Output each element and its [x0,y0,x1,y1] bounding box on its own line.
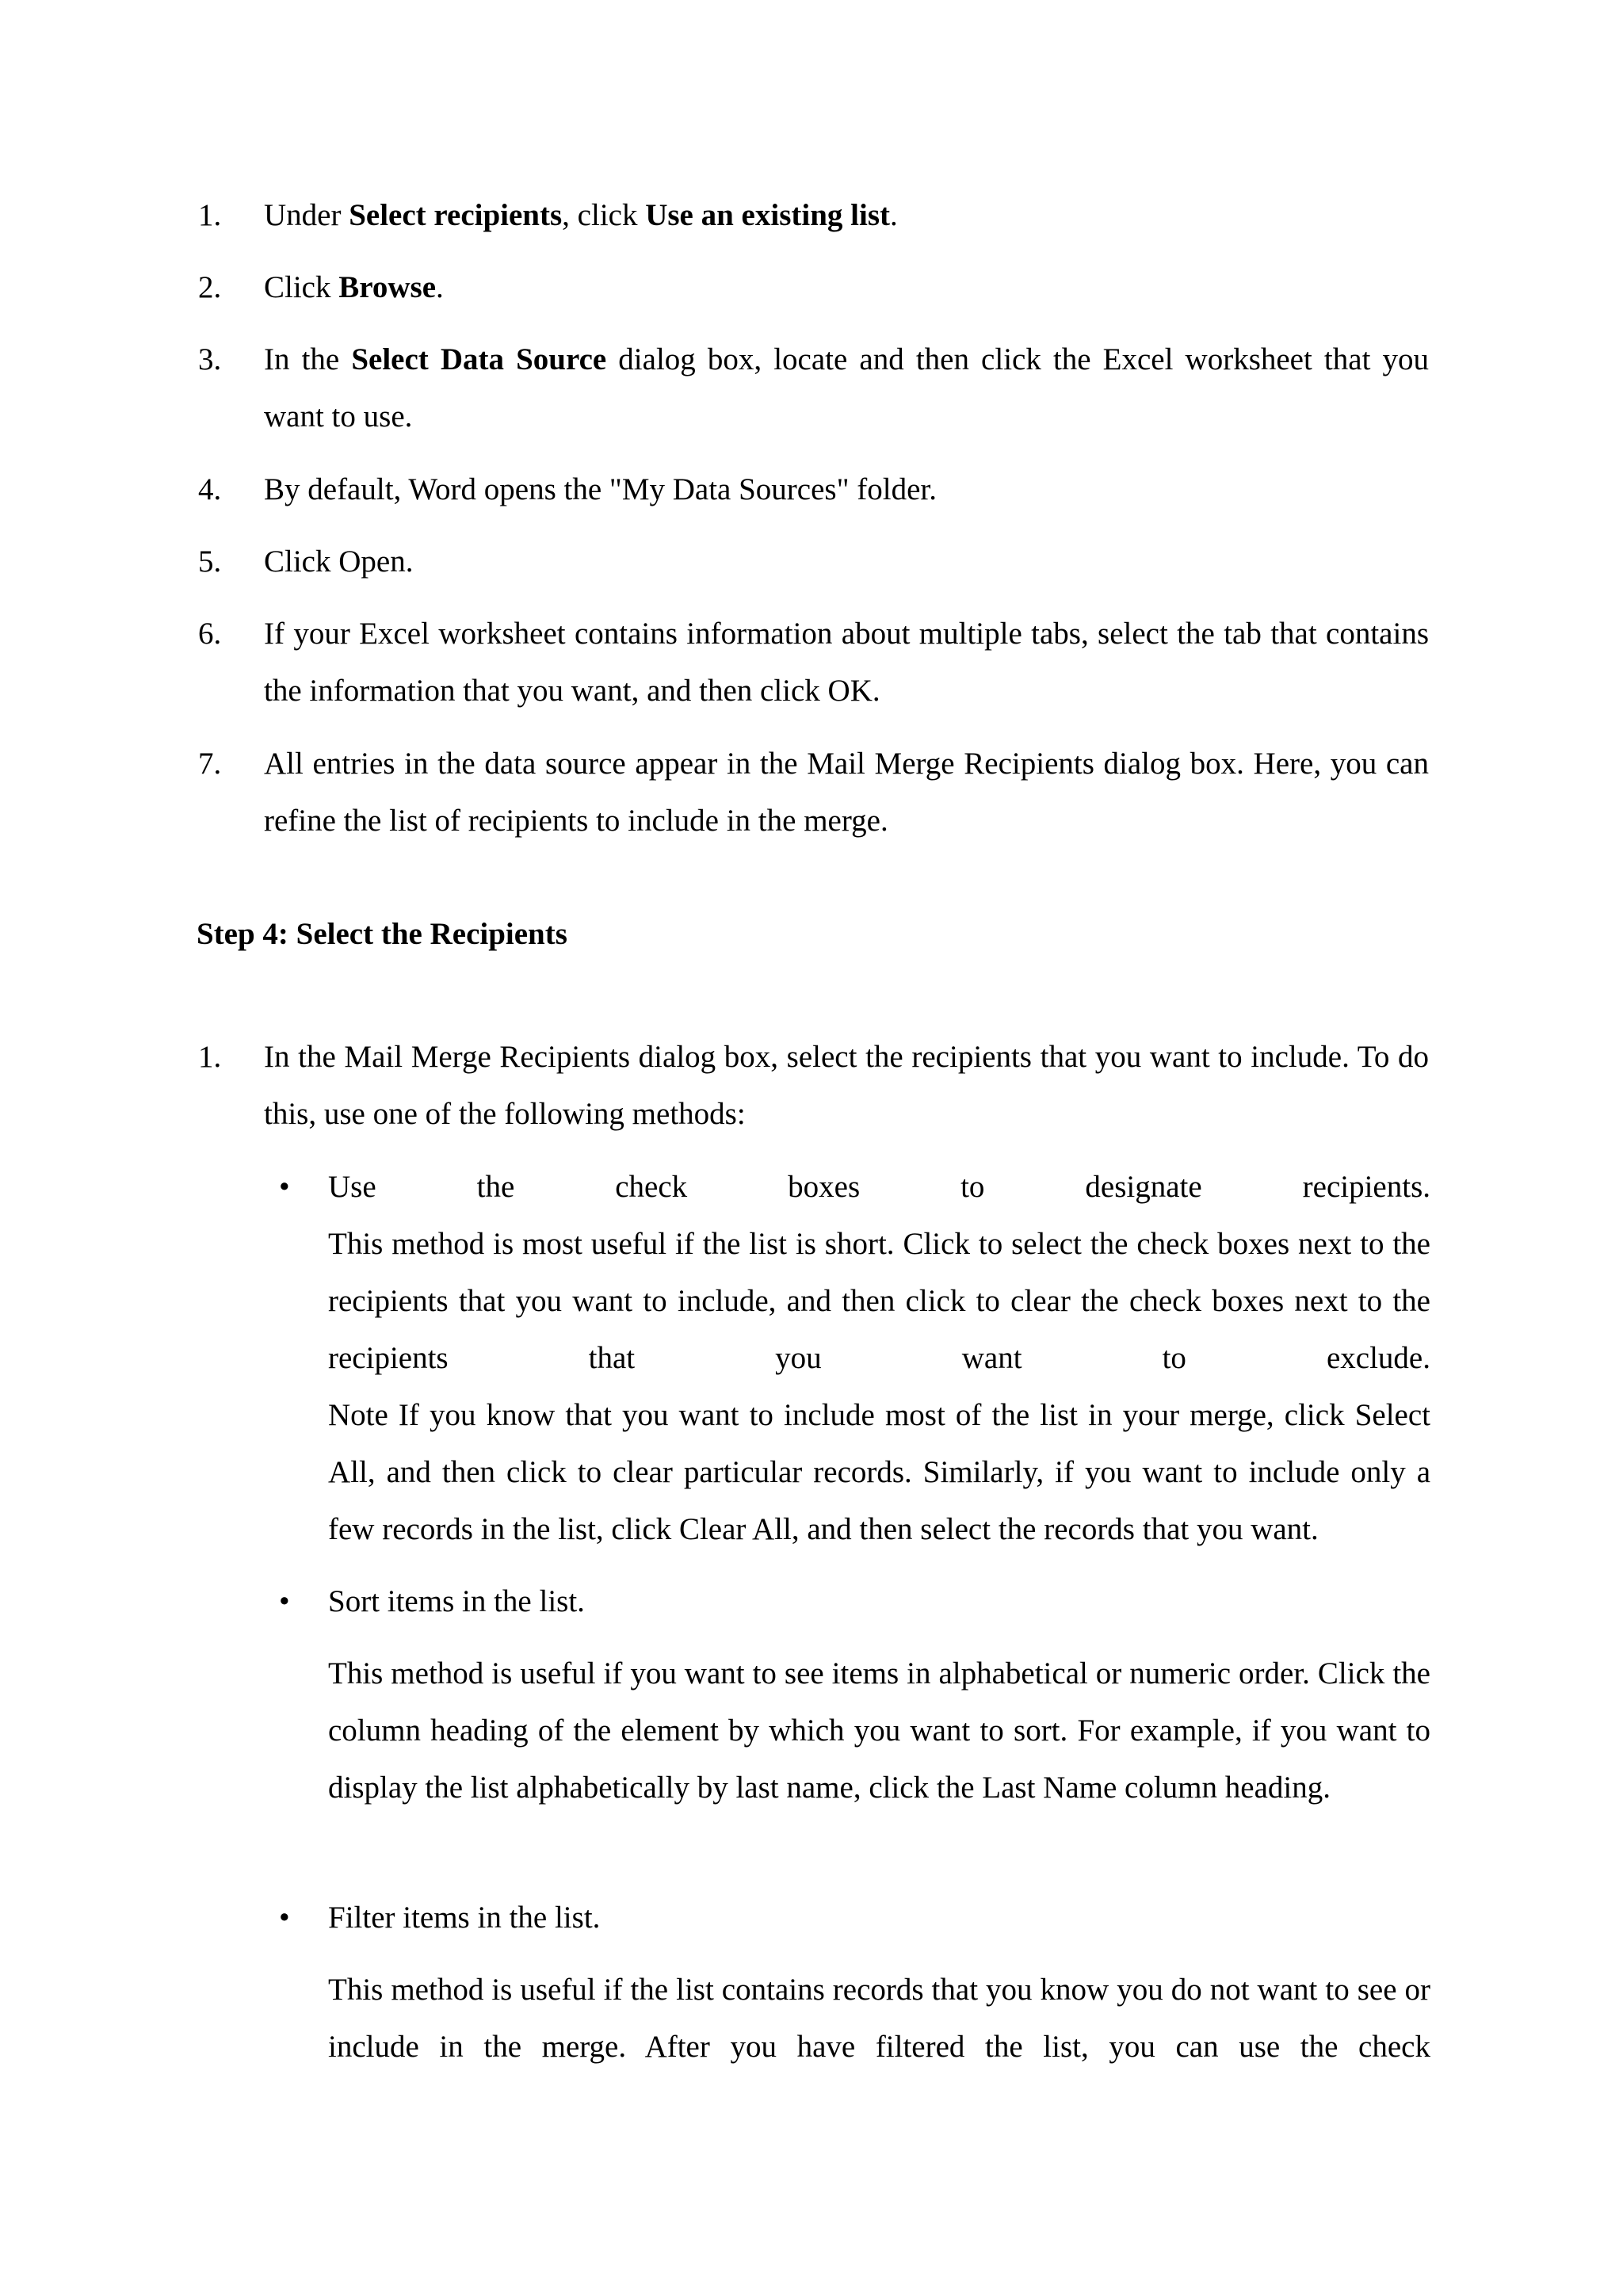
list-number: 7. [198,747,222,781]
text-run: , click [562,198,646,232]
bold-run: Browse [338,270,437,304]
bullet-item-text: Filter items in the list. [328,1901,601,1935]
bullet-item-text [328,1159,1430,1558]
bold-run: Select Data Source [351,342,607,376]
bold-run: Use an existing list [645,198,890,232]
text-run: dialog box, locate and then click the Excel worksheet that you want to use. [264,342,1429,434]
bullet-paragraph: This method is useful if you want to see items in alphabetical or numeric order. Click the column heading of the element by which you want to sort. For example, if you want to display the list alphabetically by last name, click the Last Name column heading. [328,1656,1430,1805]
bullet-paragraph: This method is most useful if the list is short. Click to select the check boxes next to the recipients that you want to include, and then click to clear the check boxes next to the recipients that you want to exclude. [328,1227,1430,1375]
bullet-note: Note If you know that you want to include most of the list in your merge, click Select All, and then click to clear particular records. Similarly, if you want to include only a few records in the list, click Clear All, and then select the records that you want. [328,1398,1430,1546]
list-item [198,461,1430,518]
bullet-item-text: Sort items in the list. [328,1584,585,1618]
list-item-text: All entries in the data source appear in the Mail Merge Recipients dialog box. Here, you can refine the list of recipients to include in the merge. [264,747,1429,838]
list-item-text [264,187,1429,244]
list-item [198,187,1430,244]
list-item [198,259,1430,316]
list-number: 5. [198,544,222,579]
text-run: . [436,270,444,304]
text-run: In the [264,342,352,376]
list-item [198,533,1430,590]
list-item-text [264,259,1429,316]
list-number: 4. [198,472,222,506]
list-item [198,606,1430,720]
bullet-item [279,1159,1430,1558]
list-item-text: Click Open. [264,544,414,579]
bullet-line: Use the check boxes to designate recipients. [328,1170,1430,1204]
list-item-text: By default, Word opens the "My Data Sources" folder. [264,472,937,506]
list-number: 1. [198,198,222,232]
list-item [198,331,1430,445]
list-item [198,1029,1430,1143]
list-item-text [264,331,1429,445]
bullet-paragraph: This method is useful if the list contains records that you know you do not want to see or include in the merge. After you have filtered the list, you can use the check [328,1973,1430,2064]
bullet-item [279,1889,1430,1946]
text-run: Under [264,198,349,232]
list-number: 1. [198,1040,222,1074]
list-number: 2. [198,270,222,304]
list-number: 3. [198,342,222,376]
text-run: . [889,198,898,232]
list-item [198,735,1430,850]
bullet-item [279,1573,1430,1630]
text-run: Click [264,270,339,304]
section-heading: Step 4: Select the Recipients [197,917,567,951]
list-number: 6. [198,617,222,651]
bullet-icon: • [279,1170,290,1204]
bullet-icon: • [279,1584,290,1618]
list-item-text: If your Excel worksheet contains information about multiple tabs, select the tab that contains the information that you want, and then click OK. [264,617,1429,708]
list-item-text: In the Mail Merge Recipients dialog box, select the recipients that you want to include. To do this, use one of the following methods: [264,1040,1429,1131]
bullet-icon: • [279,1901,290,1935]
bold-run: Select recipients [349,198,563,232]
